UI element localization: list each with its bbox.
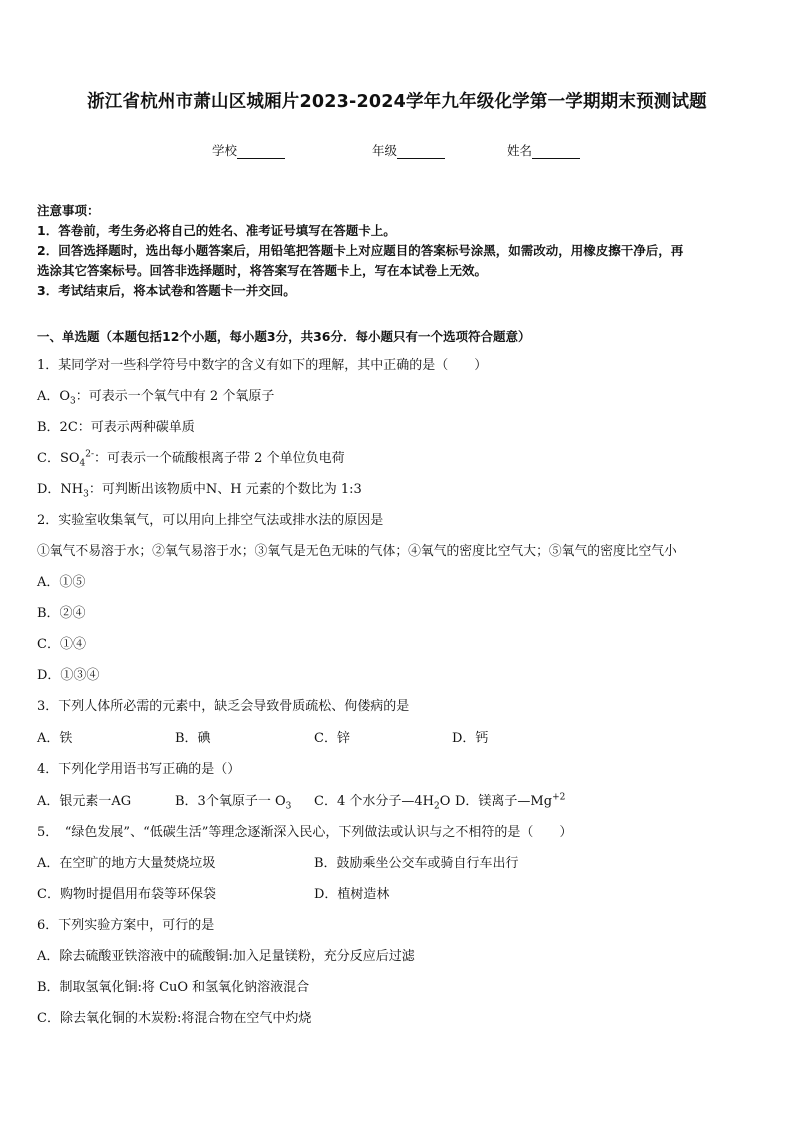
question-5-option-d: D．植树造林 xyxy=(314,887,390,902)
question-3-option-c: C．锌 xyxy=(314,731,350,746)
page-title: 浙江省杭州市萧山区城厢片2023-2024学年九年级化学第一学期期末预测试题 xyxy=(87,92,707,112)
question-1-option-d: D．$NH_3$：可判断出该物质中N、H 元素的个数比为 1:3 xyxy=(37,482,362,500)
grade-field[interactable] xyxy=(372,141,445,159)
question-6-stem: 6．下列实验方案中，可行的是 xyxy=(37,918,215,933)
note-item: 2．回答选择题时，选出每小题答案后，用铅笔把答题卡上对应题目的答案标号涂黑，如需改动，用橡皮擦干净后，再 xyxy=(37,243,684,258)
question-5-option-b: B．鼓励乘坐公交车或骑自行车出行 xyxy=(314,856,519,871)
question-1-stem: 1．某同学对一些科学符号中数字的含义有如下的理解，其中正确的是（ ） xyxy=(37,358,488,373)
name-label: 姓名 xyxy=(507,143,533,158)
question-4-stem: 4．下列化学用语书写正确的是（） xyxy=(37,762,241,777)
name-field[interactable] xyxy=(507,141,580,159)
notes-block xyxy=(37,201,759,301)
school-field[interactable] xyxy=(212,141,285,159)
question-4-option-d: D．镁离子$—Mg^{+2}$ xyxy=(455,792,566,809)
question-4-option-a: A．银元素一AG xyxy=(37,794,132,809)
note-item: 3．考试结束后，将本试卷和答题卡一并交回。 xyxy=(37,283,296,298)
notes-header: 注意事项： xyxy=(37,203,100,218)
question-5-option-a: A．在空旷的地方大量焚烧垃圾 xyxy=(37,856,216,871)
note-item: 1．答卷前，考生务必将自己的姓名、准考证号填写在答题卡上。 xyxy=(37,223,396,238)
grade-blank[interactable] xyxy=(397,146,445,159)
question-4-option-b: B．3个氧原子一 $O_3$ xyxy=(175,794,292,812)
question-6-option-b: B．制取氢氧化铜:将 CuO 和氢氧化钠溶液混合 xyxy=(37,980,310,995)
question-6-option-a: A．除去硫酸亚铁溶液中的硫酸铜:加入足量镁粉，充分反应后过滤 xyxy=(37,949,415,964)
grade-label: 年级 xyxy=(372,143,398,158)
question-2-option-b: B．②④ xyxy=(37,606,86,621)
question-5-option-c: C．购物时提倡用布袋等环保袋 xyxy=(37,887,216,902)
name-blank[interactable] xyxy=(532,146,580,159)
school-label: 学校 xyxy=(212,143,238,158)
question-2-option-d: D．①③④ xyxy=(37,668,100,683)
question-2-option-c: C．①④ xyxy=(37,637,86,652)
question-3-option-a: A．铁 xyxy=(37,731,73,746)
question-6-option-c: C．除去氧化铜的木炭粉:将混合物在空气中灼烧 xyxy=(37,1011,312,1026)
question-2-option-a: A．①⑤ xyxy=(37,575,86,590)
question-4-option-c: C．4 个水分子$—4H_2O$ xyxy=(314,794,451,812)
question-3-stem: 3．下列人体所必需的元素中，缺乏会导致骨质疏松、佝偻病的是 xyxy=(37,699,410,714)
question-1-option-c: C．$SO_4^{2-}$：可表示一个硫酸根离子带 2 个单位负电荷 xyxy=(37,449,345,469)
question-2-statement: ①氧气不易溶于水；②氧气易溶于水；③氧气是无色无味的气体；④氧气的密度比空气大；⑤氧气的密度比空气小 xyxy=(37,544,677,559)
question-3-option-b: B．碘 xyxy=(175,731,211,746)
question-3-option-d: D．钙 xyxy=(452,731,489,746)
question-5-stem: 5． “绿色发展”、“低碳生活”等理念逐渐深入民心，下列做法或认识与之不相符的是（ ） xyxy=(37,825,573,840)
section-heading: 一、单选题（本题包括12个小题，每小题3分，共36分．每小题只有一个选项符合题意） xyxy=(37,329,531,344)
question-1-option-a: A．$O_3$：可表示一个氧气中有 2 个氧原子 xyxy=(37,389,275,407)
question-1-option-b: B．2C：可表示两种碳单质 xyxy=(37,420,195,435)
note-item: 选涂其它答案标号。回答非选择题时，将答案写在答题卡上，写在本试卷上无效。 xyxy=(37,263,488,278)
question-2-stem: 2．实验室收集氧气，可以用向上排空气法或排水法的原因是 xyxy=(37,513,384,528)
school-blank[interactable] xyxy=(237,146,285,159)
